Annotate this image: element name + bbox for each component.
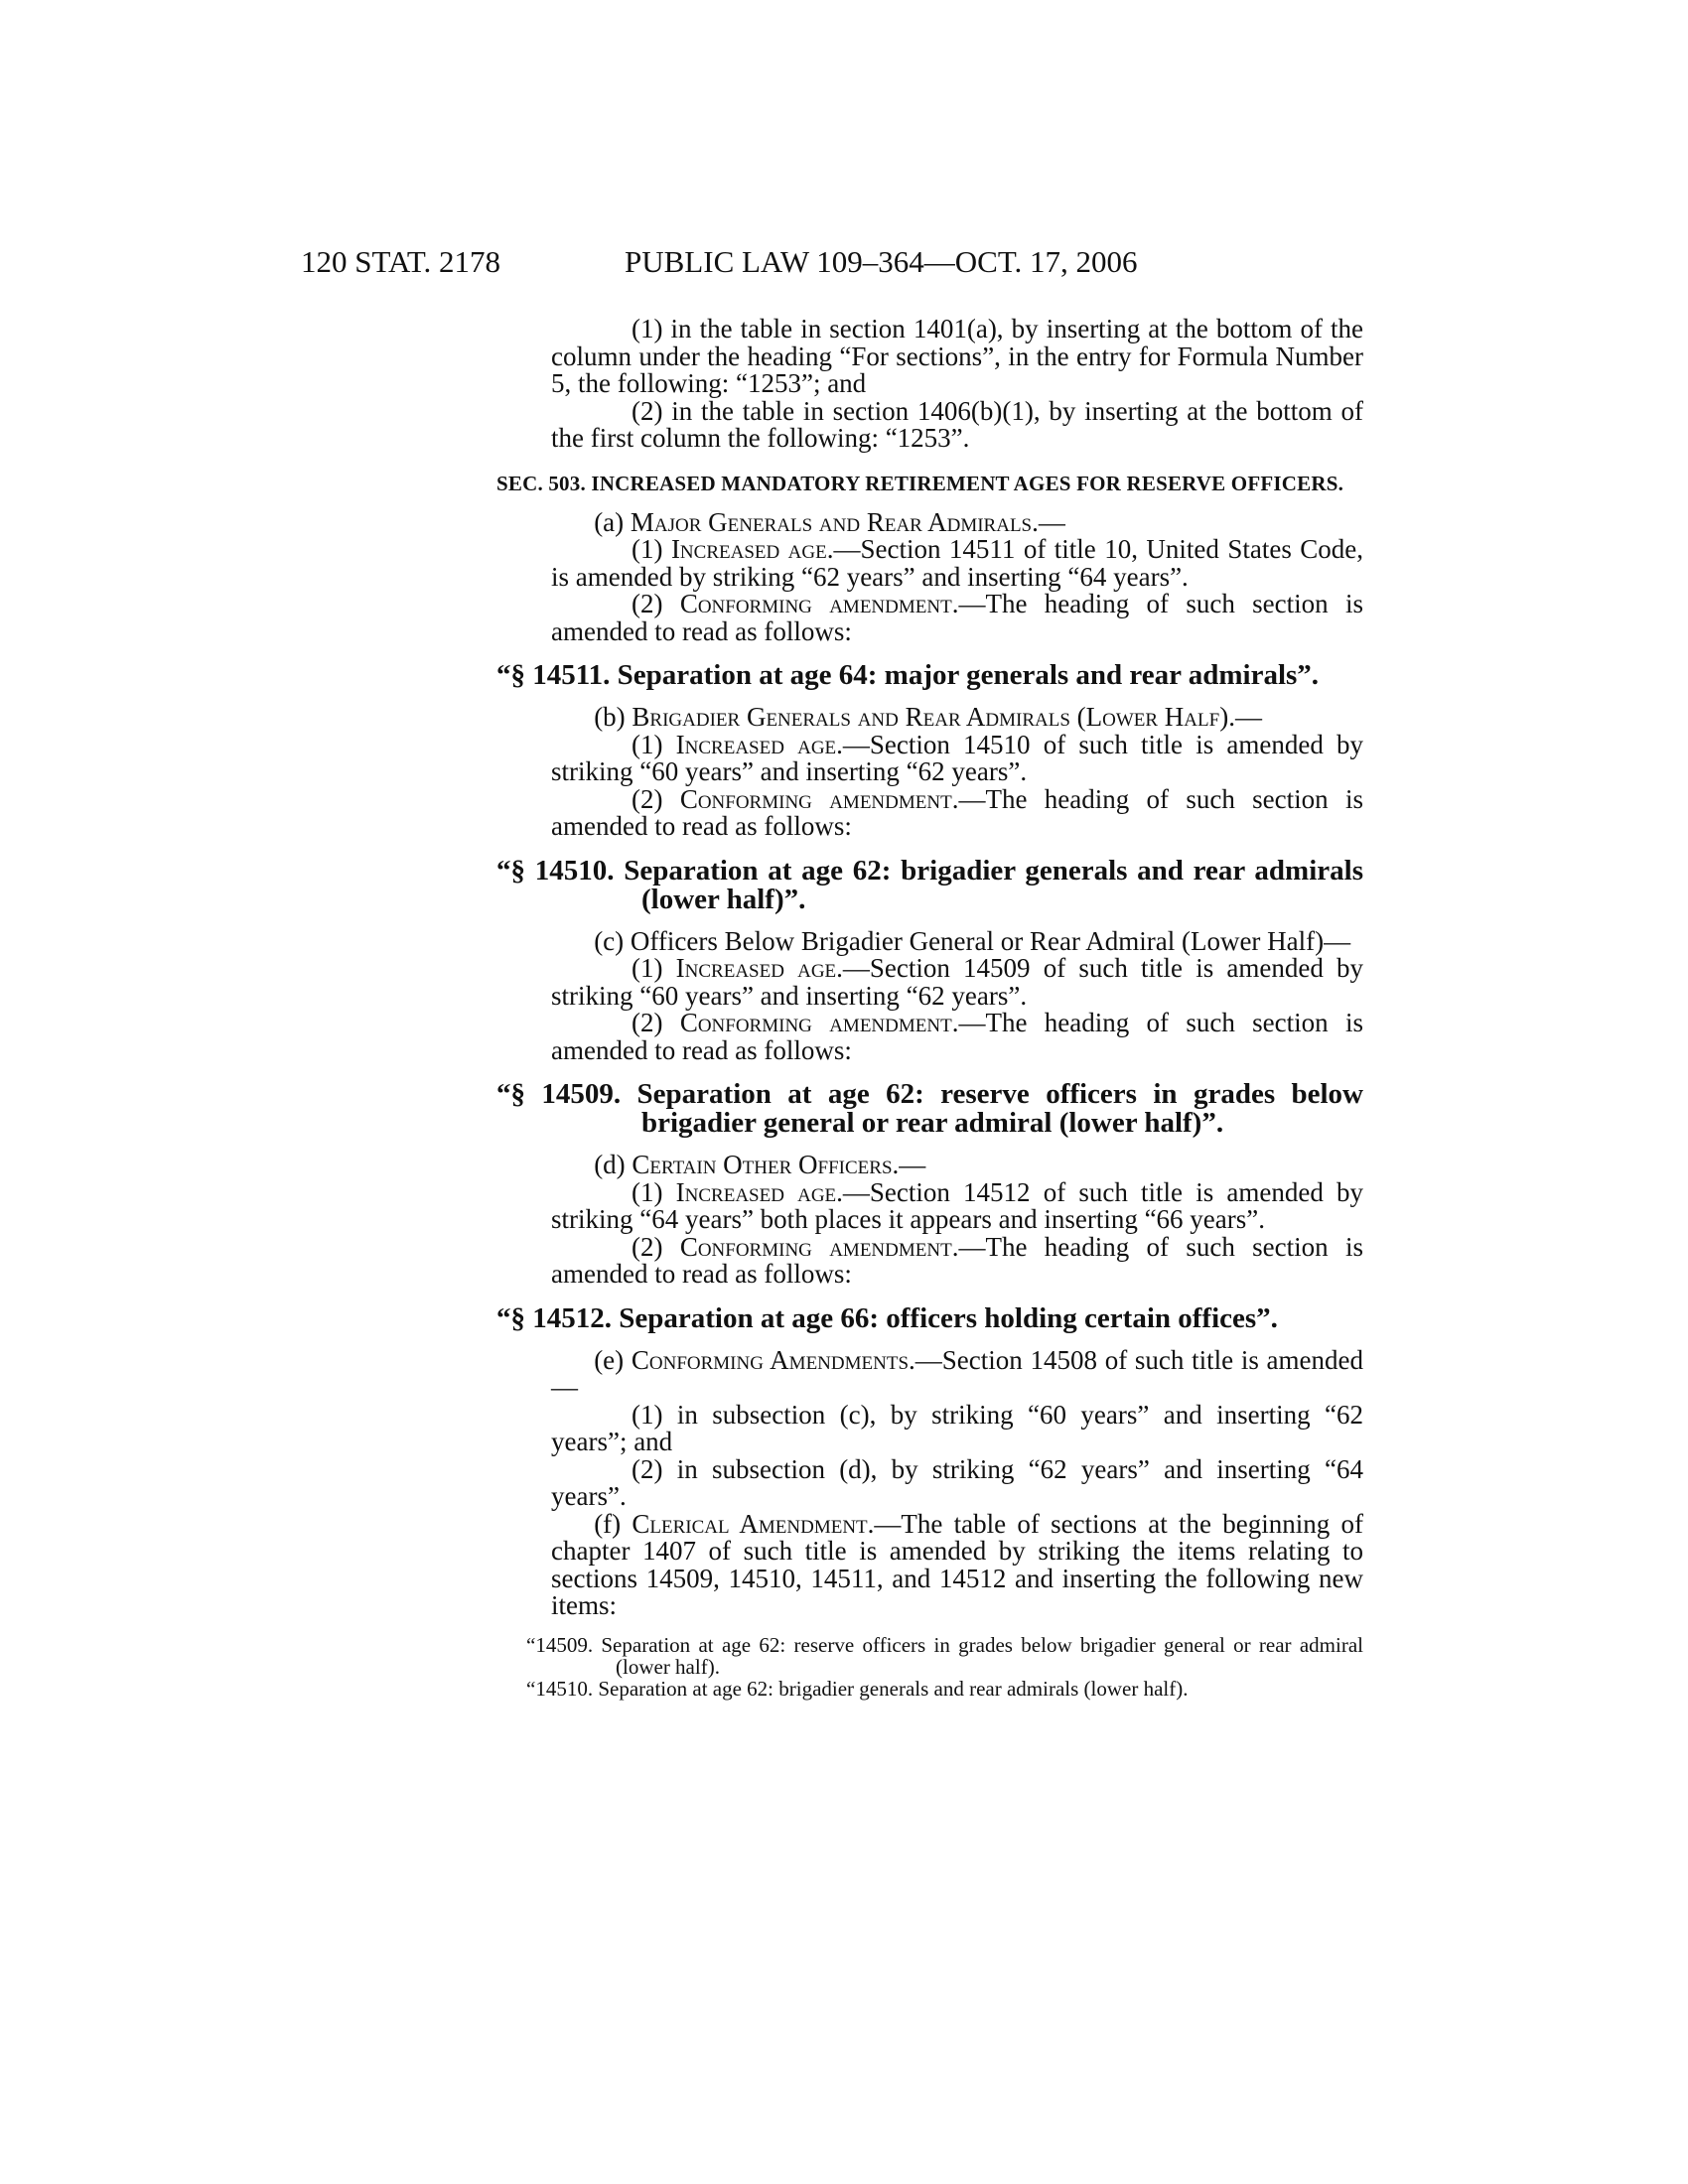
paragraph-b2 (551, 783, 1363, 841)
paragraph-b2-lead: (2) (632, 783, 680, 814)
paragraph-e1: (1) in subsection (c), by striking “60 years” and inserting “62 years”; and (551, 1399, 1363, 1456)
paragraph-a1-heading: Increased age (670, 534, 827, 564)
public-law-title: PUBLIC LAW 109–364—OCT. 17, 2006 (625, 244, 1138, 279)
paragraph-c2-heading: Conforming amendment (679, 1008, 952, 1037)
toc-item-14510: “14510. Separation at age 62: brigadier generals and rear admirals (lower half). (526, 1676, 1189, 1701)
paragraph-d2-text: .—The heading of such section is amended to read as follows: (551, 1231, 1363, 1289)
subsection-d-dash: .— (892, 1150, 926, 1179)
paragraph-c2 (551, 1010, 1363, 1064)
section-heading-503: SEC. 503. INCREASED MANDATORY RETIREMENT AGES FOR RESERVE OFFICERS. (496, 471, 1344, 495)
document-body (496, 314, 1364, 1701)
paragraph-b2-text: .—The heading of such section is amended to read as follows: (551, 783, 1363, 841)
subsection-a-heading: Major Generals and Rear Admirals (630, 506, 1033, 537)
paragraph-d2-heading: Conforming amendment (679, 1231, 952, 1262)
subsection-f (551, 1508, 1363, 1620)
subsection-b (551, 704, 1363, 732)
table-of-sections (496, 1634, 1363, 1700)
paragraph-c1 (551, 955, 1363, 1010)
section-heading-14512: “§ 14512. Separation at age 66: officers holding certain offices”. (496, 1301, 1278, 1334)
subsection-b-dash: .— (1228, 702, 1262, 732)
paragraph-c2-text: .—The heading of such section is amended to read as follows: (551, 1008, 1363, 1065)
paragraph-a1-text: .—Section 14511 of title 10, United States Code, is amended by striking “62 years” and inserting “64 years”. (551, 534, 1364, 592)
page-header (301, 244, 1373, 284)
paragraph-b1 (551, 729, 1364, 786)
subsection-f-heading: Clerical Amendment (632, 1508, 868, 1539)
paragraph-a2-text: .—The heading of such section is amended to read as follows: (551, 589, 1363, 646)
paragraph-d1-text: .—Section 14512 of such title is amended by striking “64 years” both places it appears and inserting “66 years”. (551, 1176, 1364, 1234)
paragraph-2: (2) in the table in section 1406(b)(1), by inserting at the bottom of the first column the following: “1253”. (551, 395, 1363, 453)
subsection-f-text: .—The table of sections at the beginning of chapter 1407 of such title is amended by striking the items relating to sections 14509, 14510, 14511, and 14512 and inserting the following new items: (551, 1508, 1363, 1620)
toc-item-14509: “14509. Separation at age 62: reserve officers in grades below brigadier general or rear admiral (lower half). (526, 1632, 1363, 1679)
paragraph-c2-lead: (2) (632, 1008, 680, 1037)
subsection-e (551, 1344, 1363, 1402)
paragraph-b2-heading: Conforming amendment (679, 783, 952, 814)
subsection-b-heading: Brigadier Generals and Rear Admirals (Lower Half) (632, 702, 1229, 732)
section-heading-14509: “§ 14509. Separation at age 62: reserve officers in grades below brigadier general or rear admiral (lower half)”. (496, 1078, 1363, 1139)
paragraph-b1-lead: (1) (632, 729, 676, 759)
paragraph-d2-lead: (2) (632, 1231, 680, 1262)
subsection-d-heading: Certain Other Officers (632, 1150, 893, 1179)
subsection-d (551, 1152, 1363, 1179)
subsection-e-lead: (e) (594, 1344, 632, 1375)
paragraph-c1-text: .—Section 14509 of such title is amended by striking “60 years” and inserting “62 years”. (551, 953, 1364, 1011)
subsection-e-heading: Conforming Amendments (631, 1344, 910, 1375)
paragraph-c1-lead: (1) (632, 953, 676, 983)
paragraph-d2 (551, 1231, 1363, 1289)
subsection-f-lead: (f) (594, 1508, 633, 1539)
paragraph-a1 (551, 536, 1363, 591)
paragraph-d1-heading: Increased age (675, 1176, 837, 1207)
subsection-e-text: .—Section 14508 of such title is amended— (551, 1344, 1363, 1402)
section-heading-14510: “§ 14510. Separation at age 62: brigadier generals and rear admirals (lower half)”. (496, 854, 1363, 915)
paragraph-b1-heading: Increased age (675, 729, 837, 759)
paragraph-d1-lead: (1) (632, 1176, 676, 1207)
paragraph-a2-lead: (2) (632, 589, 680, 618)
paragraph-d1 (551, 1176, 1364, 1234)
subsection-c: (c) Officers Below Brigadier General or Rear Admiral (Lower Half)— (594, 925, 1351, 956)
subsection-d-lead: (d) (594, 1150, 633, 1179)
stat-citation: 120 STAT. 2178 (301, 244, 501, 279)
paragraph-e2: (2) in subsection (d), by striking “62 years” and inserting “64 years”. (551, 1453, 1363, 1511)
subsection-a (551, 506, 1363, 537)
paragraph-b1-text: .—Section 14510 of such title is amended by striking “60 years” and inserting “62 years”. (551, 729, 1364, 786)
subsection-a-lead: (a) (594, 506, 631, 537)
section-heading-14511: “§ 14511. Separation at age 64: major generals and rear admirals”. (496, 659, 1320, 691)
paragraph-c1-heading: Increased age (675, 953, 837, 983)
subsection-a-dash: .— (1032, 506, 1065, 537)
paragraph-a2-heading: Conforming amendment (679, 589, 952, 618)
paragraph-1: (1) in the table in section 1401(a), by inserting at the bottom of the column under the heading “For sections”, in the entry for Formula Number 5, the following: “1253”; and (551, 314, 1363, 398)
paragraph-a2 (551, 591, 1363, 645)
paragraph-a1-lead: (1) (632, 534, 671, 564)
subsection-b-lead: (b) (594, 702, 633, 732)
